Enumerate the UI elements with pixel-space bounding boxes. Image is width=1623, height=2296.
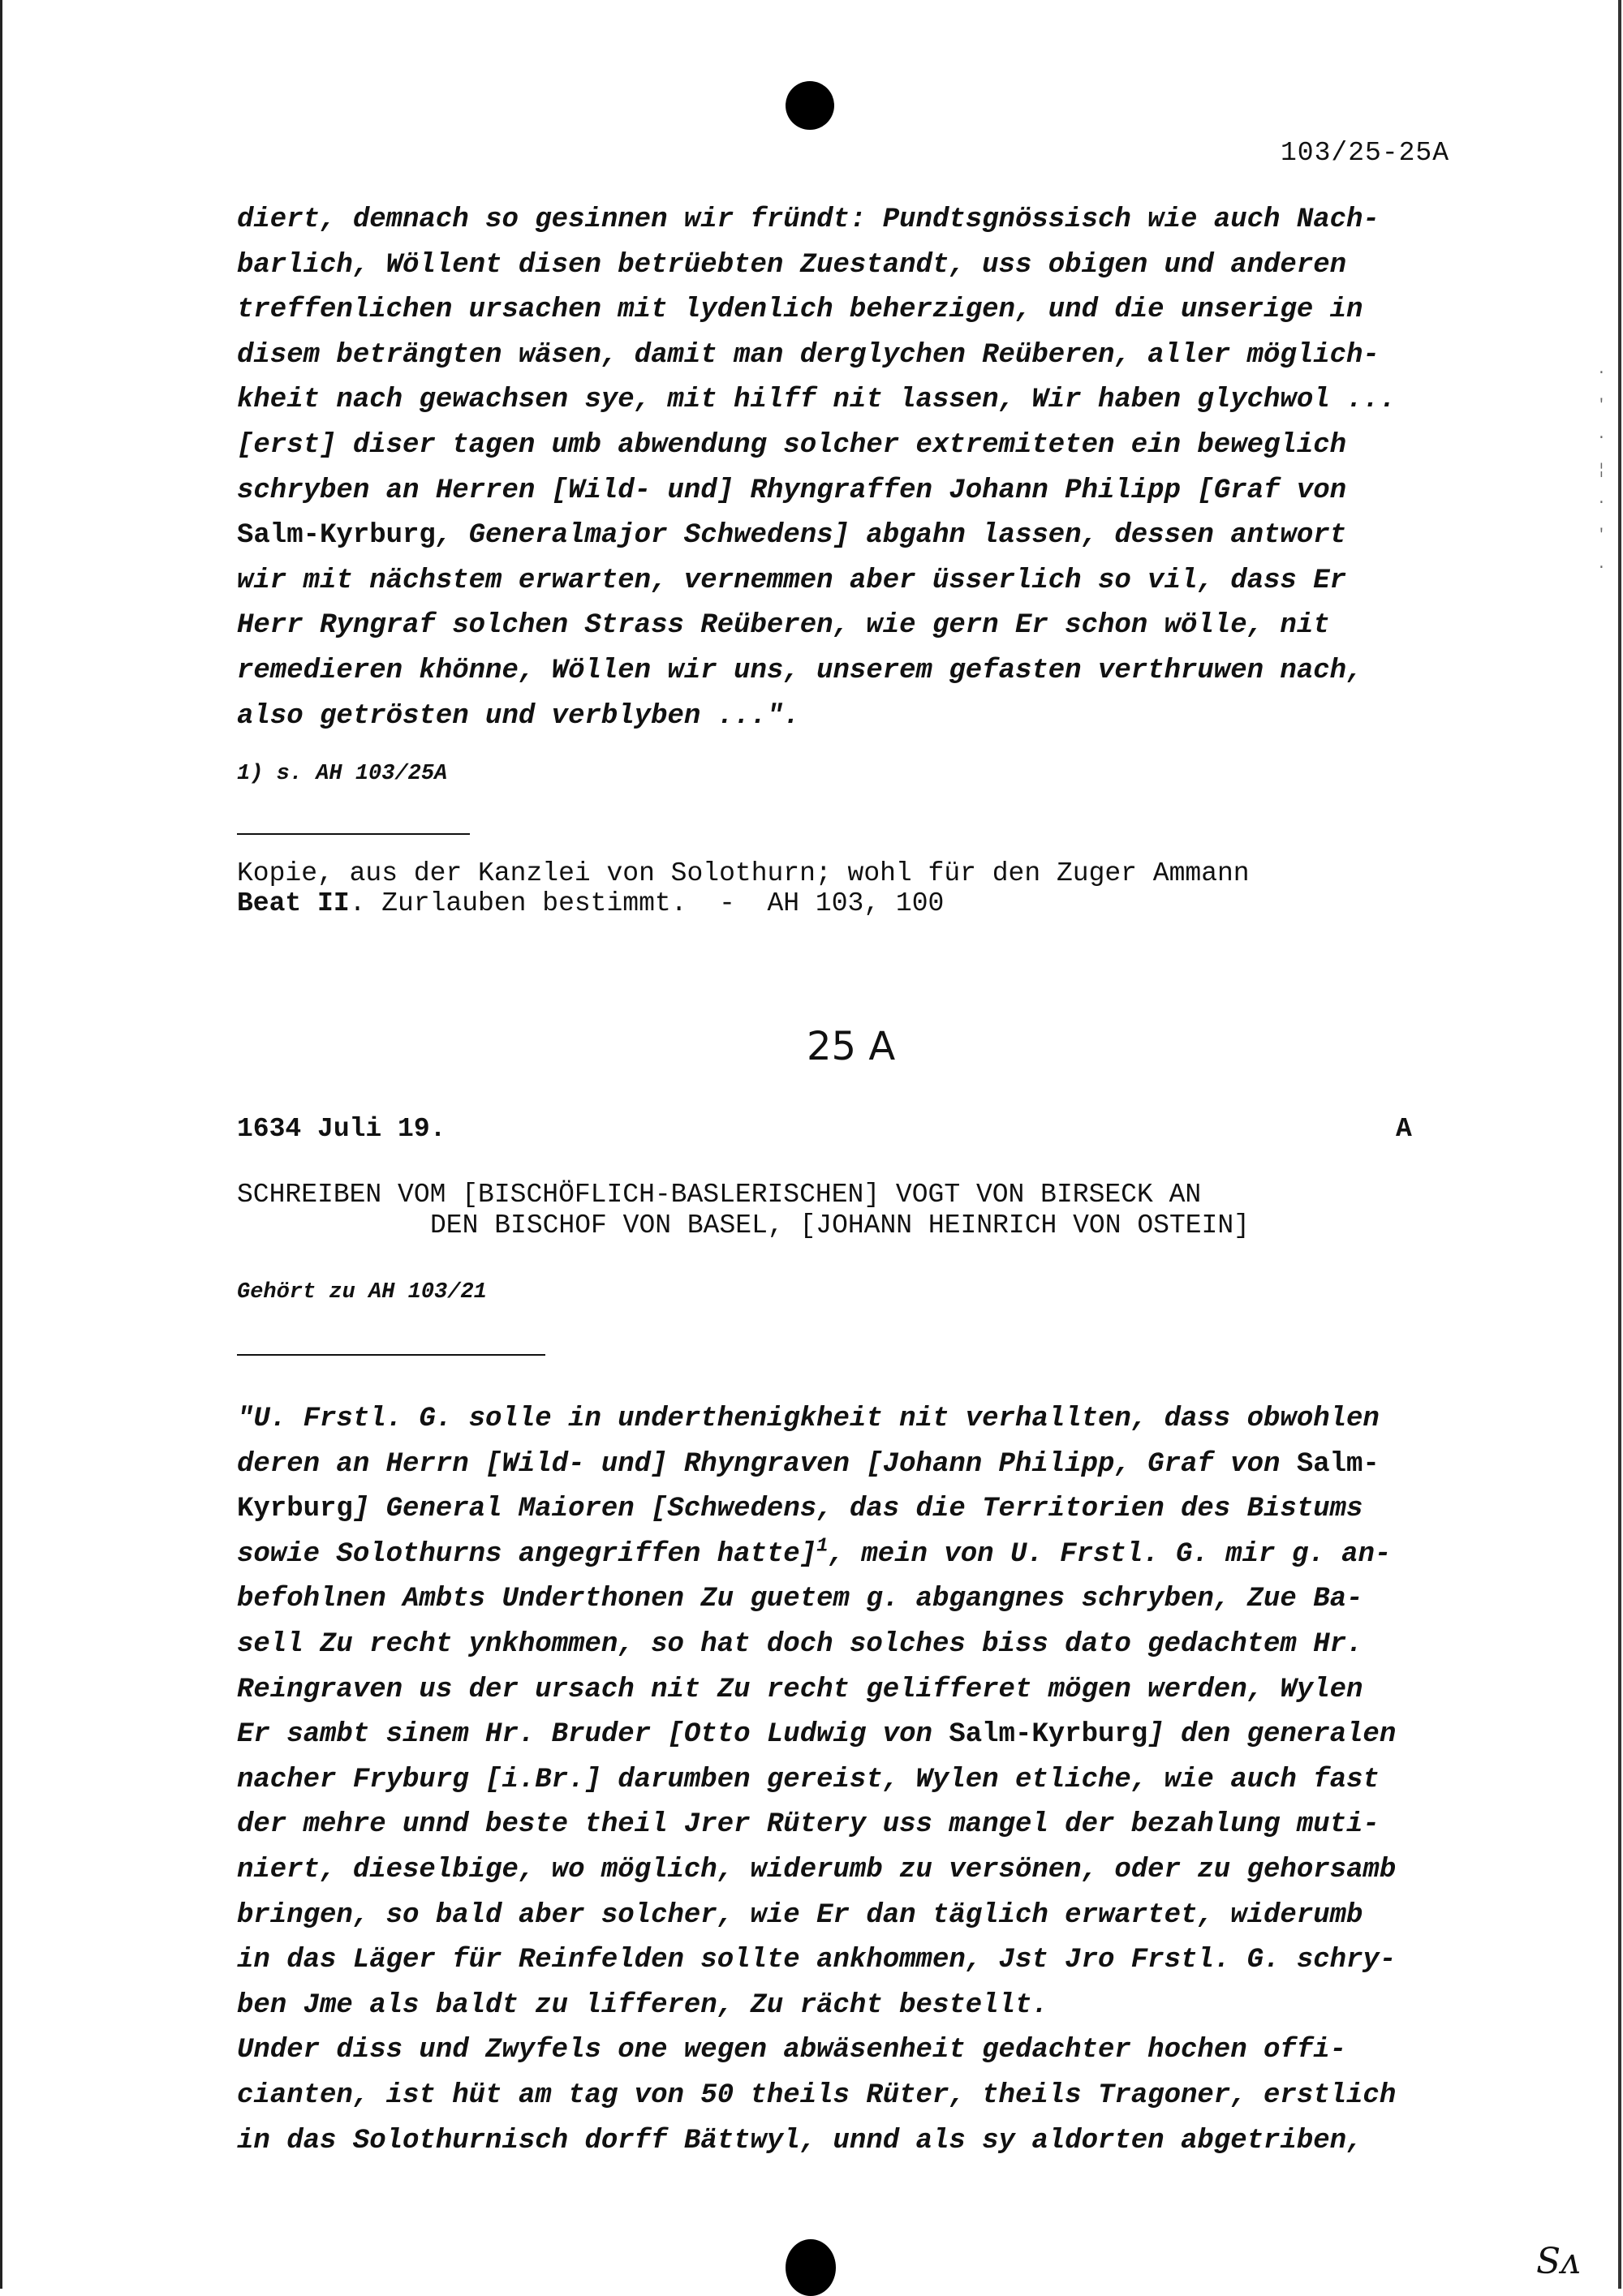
letter-paragraph-continued: diert, demnach so gesinnen wir fründt: Pundtsgnössisch wie auch Nach- barlich, Wöllent disen betrüebten Zuestandt, uss obigen und anderen treffenlichen ursachen mit lydenlich beherzigen, und die unserige in disem beträngten wäsen, damit man derglychen Reüberen, aller möglich- kheit nach gewachsen sye, mit hilff nit lassen, Wir haben glychwol ... [erst] diser tagen umb abwendung solcher extremiteten ein beweglich schryben an Herren [Wild- und] Rhyngraffen Johann Philipp [Graf von Salm-Kyrburg, Generalmajor Schwedens] abgahn lassen, dessen antwort wir mit nächstem erwarten, vernemmen aber üsserlich so vil, dass Er Herr Ryngraf solchen Strass Reüberen, wie gern Er schon wölle, nit remedieren khönne, Wöllen wir uns, unserem gefasten verthruwen nach, also getrösten und verblyben ...".	[237, 204, 1397, 732]
right-border	[1618, 0, 1621, 2289]
handwritten-page-mark: Sᴧ	[1536, 2241, 1581, 2282]
document-date: 1634 Juli 19.	[237, 1114, 446, 1144]
page-reference: 103/25-25A	[1281, 138, 1450, 168]
bold-name: Salm- Kyrburg	[237, 1448, 1380, 1525]
margin-marks: · ' · ¦ · ' ·	[1597, 365, 1606, 576]
document-number: 25 A	[807, 1024, 896, 1069]
bold-name: Beat II	[237, 888, 350, 918]
punch-hole-bottom	[786, 2239, 836, 2296]
source-note: Kopie, aus der Kanzlei von Solothurn; wohl für den Zuger Ammann Beat II. Zurlauben bestimmt. - AH 103, 100	[237, 858, 1250, 918]
divider-rule	[237, 1354, 545, 1356]
divider-rule	[237, 833, 470, 835]
document-marker: A	[1396, 1114, 1412, 1144]
document-title-line-1: SCHREIBEN VOM [BISCHÖFLICH-BASLERISCHEN] VOGT VON BIRSECK AN	[237, 1180, 1202, 1210]
belongs-to-reference: Gehört zu AH 103/21	[237, 1280, 487, 1305]
bold-name: Salm-Kyrburg	[237, 520, 436, 552]
document-title-line-2: DEN BISCHOF VON BASEL, [JOHANN HEINRICH VON OSTEIN]	[430, 1210, 1250, 1240]
footnote: 1) s. AH 103/25A	[237, 762, 448, 786]
punch-hole-top	[786, 81, 834, 130]
left-border	[0, 0, 2, 2289]
bold-name: Salm-Kyrburg	[949, 1719, 1148, 1751]
letter-paragraph: "U. Frstl. G. solle in underthenigkheit nit verhallten, dass obwohlen deren an Herrn [Wild- und] Rhyngraven [Johann Philipp, Graf von Salm- Kyrburg] General Maioren [Schwedens, das die Territorien des Bistums sowie Solothurns angegriffen hatte]$^1$, mein von U. Frstl. G. mir g. an- befohlnen Ambts Underthonen Zu guetem g. abgangnes schryben, Zue Ba- sell Zu recht ynkhommen, so hat doch solches biss dato gedachtem Hr. Reingraven us der ursach nit Zu recht gelifferet mögen werden, Wylen Er sambt sinem Hr. Bruder [Otto Ludwig von Salm-Kyrburg] den generalen nacher Fryburg [i.Br.] darumben gereist, Wylen etliche, wie auch fast der mehre unnd beste theil Jrer Rütery uss mangel der bezahlung muti- niert, dieselbige, wo möglich, widerumb zu versönen, oder zu gehorsamb bringen, so bald aber solcher, wie Er dan täglich erwartet, widerumb in das Läger für Reinfelden sollte ankhommen, Jst Jro Frstl. G. schry- ben Jme als baldt zu lifferen, Zu rächt bestellt. Under diss und Zwyfels one wegen abwäsenheit gedachter hochen offi- cianten, ist hüt am tag von 50 theils Rüter, theils Tragoner, erstlich in das Solothurnisch dorff Bättwyl, unnd als sy aldorten abgetriben,	[237, 1404, 1397, 2156]
footnote-ref: 1	[816, 1535, 829, 1558]
